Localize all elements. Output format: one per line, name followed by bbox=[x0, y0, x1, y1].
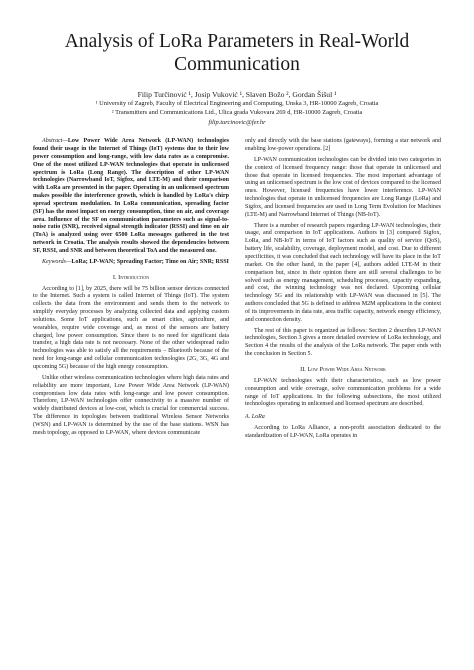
paragraph: only and directly with the base stations (gateways), forming a star network and enabling low-power operations. [2] bbox=[245, 138, 441, 153]
abstract bbox=[33, 138, 229, 256]
affiliation-1: ¹ University of Zagreb, Faculty of Electrical Engineering and Computing, Unska 3, HR-10000 Zagreb, Croatia bbox=[95, 100, 379, 107]
keywords-text: LoRa; LP-WAN; Spreading Factor; Time on Air; SNR; RSSI bbox=[71, 258, 229, 265]
abstract-label: Abstract— bbox=[42, 138, 68, 145]
paragraph: According to LoRa Alliance, a non-profit association dedicated to the standardization of LP-WAN, LoRa operates in bbox=[245, 425, 441, 439]
left-column bbox=[33, 138, 229, 444]
right-column bbox=[245, 138, 441, 444]
paragraph: LP-WAN communication technologies can be divided into two categories in the context of licensed frequency range: those that operate in unlicensed and those that operate in licensed frequencies. The most important advantage of using an unlicensed spectrum is the low cost of devices compared to the licensed ones. However, licensed frequencies have lower interference. LP-WAN technologies that operate in unlicensed frequencies are Long Range (LoRa) and Sigfox, and licensed frequencies are used in Long Term Evolution for Machines (LTE-M) and Narrowband Internet of Things (NB-IoT). bbox=[245, 156, 441, 218]
paragraph: According to [1], by 2025, there will be 75 billion sensor devices connected to the Internet. Such a system is called Internet of Things (IoT). The system collects the data from the environment and sends them to the network to simplify everyday processes by analyzing collected data and applying custom solutions. Some IoT applications, such as smart cities, agriculture, and wearables, require wide coverage and, as most of the sensors are battery charged, low power consumption. Since there is no need for significant data transfer, a high data rate is not necessary. None of the other widespread radio technologies was able to satisfy all the requirements – Bluetooth because of the need for long-range and cellular communication technologies (2G, 3G, 4G and upcoming 5G) because of the high energy consumption. bbox=[33, 285, 229, 370]
keywords bbox=[33, 259, 229, 267]
paragraph: Unlike other wireless communication technologies where high data rates and reliability are more important, Low Power Wide Area Network (LP-WAN) compromises low data rates with long-range and low power consumption. Therefore, LP-WAN technologies offer connectivity to a massive number of widely distributed devices at low-cost, which is crucial for commercial success. The difference in topologies between traditional Wireless Sensor Networks (WSN) and LP-WAN is determined by the use of the base stations. WSN has mesh topology, as opposed to LP-WAN, where devices communicate bbox=[33, 374, 229, 436]
keywords-label: Keywords— bbox=[42, 258, 72, 265]
affiliation-2: ² Transmitters and Communications Ltd., Ulica grada Vukovara 269 d, HR-10000 Zagreb, Croatia bbox=[111, 108, 363, 116]
paragraph: The rest of this paper is organized as follows: Section 2 describes LP-WAN technologies, Section 3 gives a more detailed overview of LoRa technology, and Section 4 the results of the analysis of the LoRa network. The paper ends with the conclusion in Section 5. bbox=[245, 327, 441, 358]
two-column-body bbox=[33, 138, 441, 444]
author-list: Filip Turčinović ¹, Josip Vuković ¹, Slaven Božo ², Gordan Šišul ¹ bbox=[137, 90, 337, 99]
paper-title: Analysis of LoRa Parameters in Real-World Communication bbox=[64, 31, 410, 75]
abstract-text: Low Power Wide Area Network (LP-WAN) technologies found their usage in the Internet of Things (IoT) systems due to their low power consumption and long-range, with low data rates as a compromise. One of the most utilized LP-WAN technologies that operate in unlicensed spectrum is LoRa (Long Range). The description of other LP-WAN technologies (Narrowband IoT, Sigfox, and LTE-M) and their comparison with LoRa are presented in the paper. Operating in an unlicensed spectrum makes possible the interference growth, which is handled by LoRa's chirp spread spectrum modulation. In LoRa communication, spreading factor (SF) has the most impact on energy consumption, time on air, and coverage area. Influence of the SF on communication parameters such as signal-to-noise ratio (SNR), received signal strength indicator (RSSI) and time on air (ToA) is analyzed using over 6500 LoRa messages gathered in the test network in Croatia. The analysis results showed the dependencies between SF, RSSI, and SNR and between theoretical ToA and the measured one. bbox=[33, 138, 229, 254]
paragraph: LP-WAN technologies with their characteristics, such as low power consumption and wide coverage, solve communication problems for a wide range of IoT applications. In the following subsections, the most utilized technologies operating in unlicensed and licensed spectrum are described. bbox=[245, 377, 441, 408]
subsection-heading-lora: A. LoRa bbox=[245, 414, 265, 421]
contact-email: filip.turcinovic@fer.hr bbox=[208, 119, 266, 127]
paragraph: There is a number of research papers regarding LP-WAN technologies, their usage, and comparison in IoT applications. Authors in [3] compared Sigfox, LoRa, and NB-IoT in terms of IoT factors such as quality of service (QoS), battery life, scalability, coverage, deployment model, and cost. Due to different specificities, it was concluded that each technology will have its place in the IoT market. On the other hand, in the paper [4], authors added LTE-M in their comparison but, since in their opinion there are still several challenges to be solved such as energy management, scheduling processes, capacity expanding, and cost, the winning technology was not declared. Upcoming cellular technology 5G and its relationship with LP-WAN was discussed in [5]. The authors concluded that 5G is defined to address M2M applications in the context of its improvements in data rate, area traffic capacity, network energy efficiency, and connection density. bbox=[245, 222, 441, 323]
section-heading-lpwan: II. Low Power Wide Area Network bbox=[300, 365, 386, 373]
section-heading-introduction: I. Introduction bbox=[112, 273, 150, 281]
